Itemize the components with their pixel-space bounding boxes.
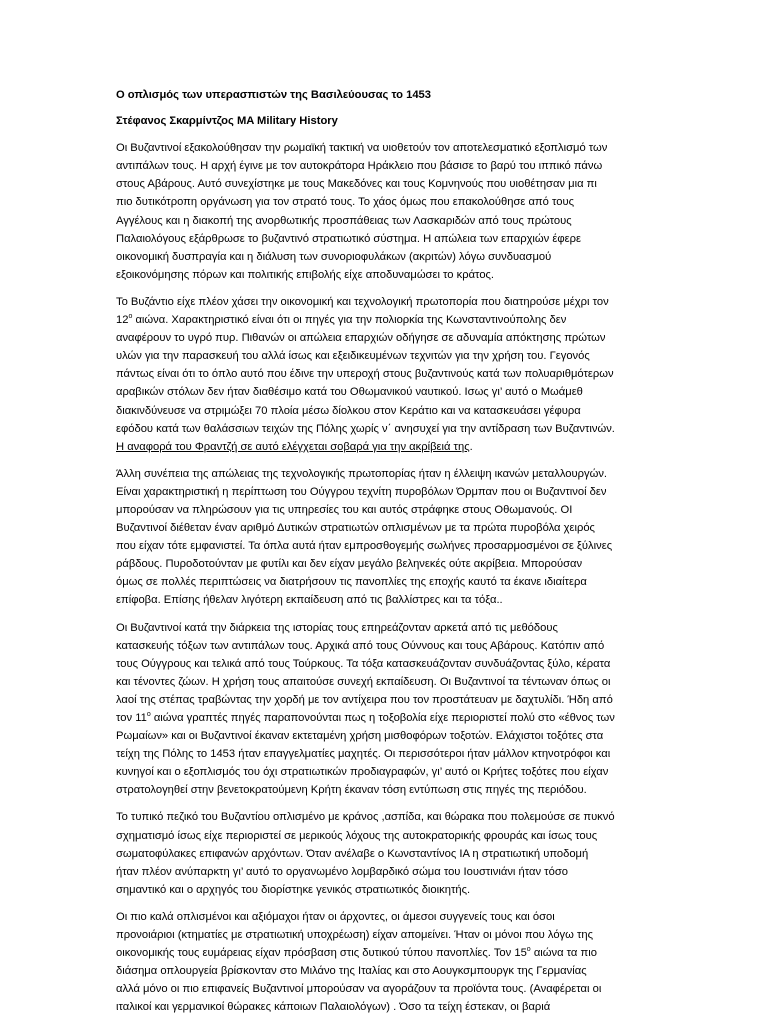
document-title: Ο οπλισμός των υπερασπιστών της Βασιλεύουσας το 1453 (116, 89, 431, 101)
text-line: Άλλη συνέπεια της απώλειας της τεχνολογικής πρωτοπορίας ήταν η έλλειψη ικανών μεταλλουργών. (116, 467, 608, 480)
text-line: επίφοβα. Επίσης ήθελαν λιγότερη εκπαίδευση από τις βαλλίστρες και τα τόξα.. (116, 594, 503, 607)
text-line (116, 438, 676, 456)
period: . (469, 440, 473, 453)
text-line: όμως σε πολλές περιπτώσεις να διατρήσουν τις πανοπλίες της εποχής καυτό τα έκανε ιδιαίτερα (116, 576, 587, 589)
text-line: διακινδύνευσε να στριμώξει 70 πλοία μέσω δίολκου στον Κεράτιο και να κατασκευάσει γέφυρα (116, 404, 581, 417)
text-line: τείχη της Πόλης το 1453 ήταν επαγγελματίες μαχητές. Οι περισσότεροι ήταν μάλλον κτηνοτρόφοι και (116, 748, 611, 761)
text-line: εξοικονόμησης πόρων και πολιτικής επιβολής είχε αποδυναμώσει το κράτος. (116, 268, 495, 281)
paragraph-2 (116, 293, 676, 456)
text-line: σχηματισμό ίσως είχε περιοριστεί σε μερικούς λόχους της αυτοκρατορικής φρουράς και ίσως τους (116, 829, 598, 842)
text-line (116, 311, 676, 329)
text-line-rest: αιώνα γραπτές πηγές παραπονούνται πως η τοξοβολία είχε περιοριστεί πολύ στο «έθνος των (153, 712, 615, 724)
text-line: αραβικών στόλων δεν ήταν διαθέσιμο κατά του Οθωμανικού ναυτικού. Ισως γι’ αυτό ο Μωάμεθ (116, 386, 583, 399)
paragraph-6 (116, 908, 676, 1017)
text-line: σωματοφύλακες επιφανών αρχόντων. Όταν ανέλαβε ο Κωνσταντίνος ΙΑ η στρατιωτική υποδομή (116, 847, 589, 860)
century-number: 11 (135, 712, 147, 724)
text-line: Οι Βυζαντινοί κατά την διάρκεια της ιστορίας τους επηρεάζονταν αρκετά από τις μεθόδους (116, 621, 558, 634)
century-superscript: ο (526, 946, 531, 954)
text-line: προνοιάριοι (κτηματίες με στρατιωτική υποχρέωση) είχαν απομείνει. Ήταν οι μόνοι που λόγω της (116, 929, 594, 942)
text-line-rest: αιώνα. Χαρακτηριστικό είναι ότι οι πηγές για την πολιορκία της Κωνσταντινούπολης δεν (135, 314, 567, 327)
text-line: αλλά μόνο οι πιο επιφανείς Βυζαντινοί μπορούσαν να αγοράζουν τα προϊόντα τους. (Αναφέρεται οι (116, 983, 602, 996)
text-line: οικονομική δυσπραγία και η διάλυση των συνοριοφυλάκων (ακριτών) λόγω συνδυασμού (116, 250, 552, 263)
text-line: πάντως είναι ότι το όπλο αυτό που έδινε την υπεροχή στους βυζαντινούς κατά των πολυαριθμότερων (116, 368, 614, 381)
text-line: υλών για την παρασκευή του αλλά ίσως και εξειδικευμένων τεχνιτών για την χρήση του. Γεγονός (116, 350, 590, 363)
paragraph-5 (116, 808, 676, 898)
text-line: αναφέρουν το υγρό πυρ. Πιθανών οι απώλεια επαρχιών οδήγησε σε αδυναμία απόκτησης πρώτων (116, 332, 606, 345)
text-line-rest: αιώνα τα πιο (533, 947, 597, 960)
document-page (116, 86, 676, 1026)
text-line: σημαντικό και ο αρχηγός του διορίστηκε γενικός στρατιωτικός διοικητής. (116, 883, 471, 896)
century-number: 12 (116, 314, 129, 327)
document-author: Στέφανος Σκαρμίντζος MA Military History (116, 115, 338, 128)
text-line: Οι Βυζαντινοί εξακολούθησαν την ρωμαϊκή τακτική να υιοθετούν τον αποτελεσματικό εξοπλισμό των (116, 142, 608, 155)
text-line: Το Βυζάντιο είχε πλέον χάσει την οικονομική και τεχνολογική πρωτοπορία που διατηρούσε μέχρι τον (116, 295, 609, 308)
text-line: Το τυπικό πεζικό του Βυζαντίου οπλισμένο με κράνος ,ασπίδα, και θώρακα που πολεμούσε σε πυκνό (116, 811, 615, 824)
century-superscript: ο (128, 313, 133, 321)
text-line: μπορούσαν να πληρώσουν για τις υπηρεσίες του και αυτός στράφηκε στους Οθωμανούς. ΟΙ (116, 503, 573, 516)
text-line: στους Αβάρους. Αυτό συνεχίστηκε με τους Μακεδόνες και τους Κομνηνούς που υιοθέτησαν μια πι (116, 178, 597, 191)
paragraph-4 (116, 619, 676, 800)
text-line: κατασκευής τόξων των αντιπάλων τους. Αρχικά από τους Ούννους και τους Αβάρους. Κατόπιν από (116, 639, 605, 652)
text-line: πιο δυτικότροπη οργάνωση για τον στρατό τους. Το χάος όμως που επακολούθησε από τους (116, 196, 574, 209)
text-line-start: οικονομικής τους ευμάρειας είχαν πρόσβαση στις δυτικού τύπου πανοπλίες. Τον 15 (116, 947, 527, 960)
text-line: κυνηγοί και ο εξοπλισμός του όχι στρατιωτικών προδιαγραφών, γι’ αυτό οι Κρήτες τοξότες που είχαν (116, 766, 609, 779)
text-line: εφόδου κατά των θαλάσσιων τειχών της Πόλης χωρίς ν΄ ανησυχεί για την αντίδραση των Βυζαντινών. (116, 422, 615, 435)
text-line: ήταν πλέον ανύπαρκτη γι’ αυτό το οργανωμένο λομβαρδικό σώμα του Ιουστινιάνι ήταν τόσο (116, 865, 568, 878)
paragraph-1 (116, 139, 676, 284)
text-line: στρατολογηθεί στην βενετοκρατούμενη Κρήτη έκαναν τόση εντύπωση στις πηγές της περιόδου. (116, 784, 587, 797)
text-line: Βυζαντινοί διέθεταν έναν αριθμό Δυτικών στρατιωτών οπλισμένων με τα πρώτα πυροβόλα χειρός (116, 522, 595, 535)
century-superscript: ο (146, 711, 151, 718)
text-line: Οι πιο καλά οπλισμένοι και αξιόμαχοι ήταν οι άρχοντες, οι άμεσοι συγγενείς τους και όσοι (116, 910, 555, 923)
century-prefix: τον (116, 712, 136, 724)
paragraph-3 (116, 465, 676, 610)
text-line: Ρωμαίων» και οι Βυζαντινοί έκαναν εκτεταμένη χρήση μισθοφόρων τοξοτών. Ελάχιστοι τοξότες στα (116, 730, 604, 743)
text-line: αντιπάλων τους. Η αρχή έγινε με τον αυτοκράτορα Ηράκλειο που βάσισε το βαρύ του ιππικό πάνω (116, 160, 603, 173)
underlined-phrase: Η αναφορά του Φραντζή σε αυτό ελέγχεται σοβαρά για την ακρίβειά της (116, 440, 470, 453)
text-line: Είναι χαρακτηριστική η περίπτωση του Ούγγρου τεχνίτη πυροβόλων Όρμπαν που οι Βυζαντινοί δεν (116, 485, 607, 498)
text-line: διάσημα οπλουργεία βρίσκονταν στο Μιλάνο της Ιταλίας και στο Αουγκσμπουργκ της Γερμανίας (116, 965, 587, 978)
text-line: ράβδους. Πυροδοτούνταν με φυτίλι και δεν είχαν μεγάλο βεληνεκές ούτε ακρίβεια. Μπορούσαν (116, 558, 583, 571)
text-line: τους Ούγγρους και τελικά από τους Τούρκους. Τα τόξα κατασκευάζονταν συνδυάζοντας ξύλο, κέρατα (116, 657, 611, 670)
text-line (116, 944, 676, 962)
text-line: Παλαιολόγους εξάρθρωσε το βυζαντινό στρατιωτικό σύστημα. Η απώλεια των επαρχιών έφερε (116, 232, 581, 245)
text-line: Αγγέλους και η διακοπή της ανορθωτικής προσπάθειας των Λασκαριδών από τους πρώτους (116, 214, 572, 227)
text-line: και τένοντες ζώων. Η χρήση τους απαιτούσε συνεχή εκπαίδευση. Οι Βυζαντινοί τα τέντωναν όπως οι (116, 675, 611, 688)
text-line (116, 709, 676, 727)
text-line: ιταλικοί και γερμανικοί θώρακες κάποιων Παλαιολόγων) . Όσο τα τείχη έστεκαν, οι βαριά (116, 1001, 551, 1014)
text-line: που είχαν τότε εμφανιστεί. Τα όπλα αυτά ήταν εμπροσθογεμής σωλήνες προσαρμοσμένοι σε ξύλινες (116, 540, 613, 553)
text-line: λαοί της στέπας τραβώντας την χορδή με τον αντίχειρα που τον προστάτευαν με δαχτυλίδι. Ήδη από (116, 693, 613, 706)
